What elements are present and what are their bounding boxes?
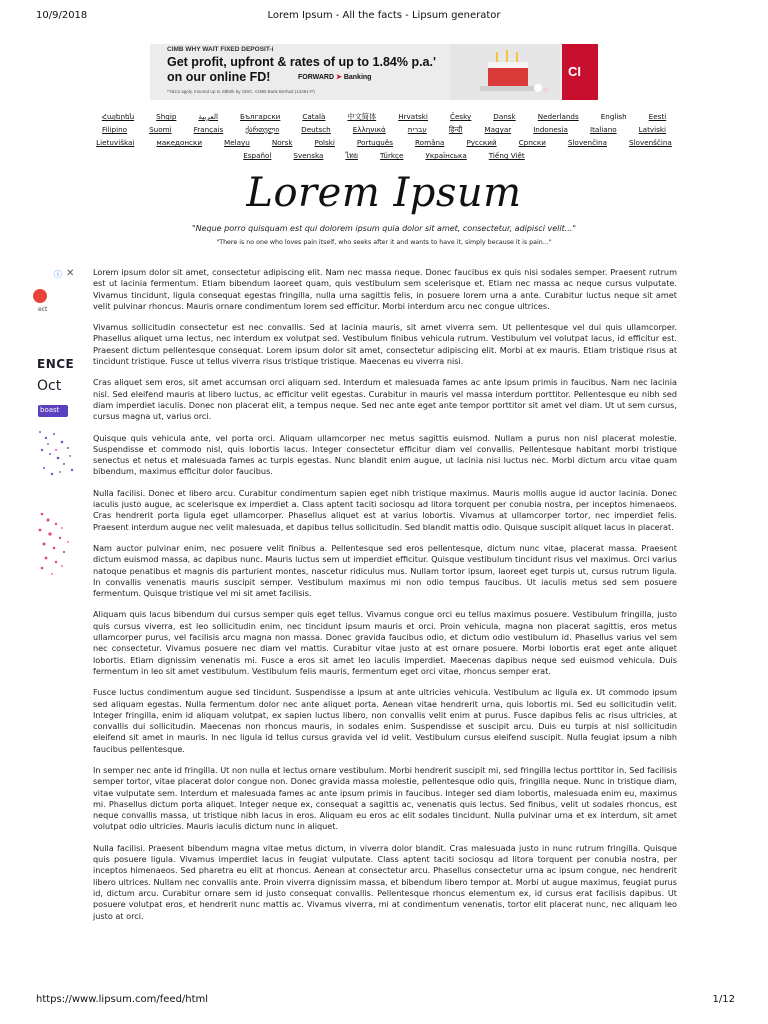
latin-quote: "Neque porro quisquam est qui dolorem ipsum quia dolor sit amet, consectetur, adipisci velit..." bbox=[191, 224, 577, 233]
language-link[interactable]: ქართული bbox=[245, 125, 280, 134]
language-link[interactable]: Ελληνικά bbox=[352, 125, 386, 134]
lorem-paragraph: Nulla facilisi. Donec et libero arcu. Curabitur condimentum sapien eget nibh tristique maximus. Mauris mollis augue id auctor lacinia. Donec iaculis justo augue, ac scelerisque ex imperdiet a. Class aptent taciti sociosqu ad litora torquent per conubia nostra, per inceptos himenaeos. Cras hendrerit porta ligula eget ullamcorper. Phasellus aliquet est at varius lobortis. Vivamus at ullamcorper tortor, nec imperdiet felis. Praesent interdum augue nec velit malesuada, et dapibus tellus sollicitudin. Sed blandit mattis odio. Quisque suscipit aliquet lacus in placerat. bbox=[93, 487, 677, 532]
language-link[interactable]: עברית bbox=[407, 125, 427, 134]
ad-fine-print: *T&Cs apply. Insured up to S$50k by SDIC. CIMB Bank Berhad (13491-P) bbox=[167, 89, 315, 94]
language-link[interactable]: Español bbox=[243, 151, 272, 160]
language-link[interactable]: हिन्दी bbox=[448, 125, 463, 134]
language-link[interactable]: Lietuviškai bbox=[96, 138, 135, 147]
ad-forward-banking bbox=[298, 73, 371, 81]
language-link[interactable]: Nederlands bbox=[537, 112, 579, 121]
language-link[interactable]: Hrvatski bbox=[398, 112, 428, 121]
lorem-paragraph: Nam auctor pulvinar enim, nec posuere velit finibus a. Pellentesque sed eros pellentesque, dictum nunc vitae, placerat massa. Praesent dictum euismod massa, ac dapibus nunc. Mauris luctus sem ut imperdiet efficitur. Quisque vestibulum tincidunt risus vel maximus. Orci varius natoque penatibus et magnis dis parturient montes, nascetur ridiculus mus. Nullam tortor ipsum, laoreet eget turpis ut, cursus rutrum ligula. In convallis venenatis mauris suscipit semper. Vestibulum maximus mi non odio tempus faucibus. Ut iaculis metus sed sem posuere fermentum. Quisque tristique vel mi sit amet facilisis. bbox=[93, 542, 677, 599]
ad-badge-label: boast bbox=[40, 406, 60, 414]
language-link[interactable]: Français bbox=[193, 125, 224, 134]
language-link[interactable]: Melayu bbox=[224, 138, 250, 147]
ad-forward-label: FORWARD bbox=[298, 74, 335, 81]
language-link[interactable]: Български bbox=[240, 112, 281, 121]
language-link[interactable]: Magyar bbox=[484, 125, 512, 134]
language-link[interactable]: Filipino bbox=[101, 125, 128, 134]
print-page-title: Lorem Ipsum - All the facts - Lipsum generator bbox=[267, 10, 501, 21]
language-link[interactable]: Українська bbox=[425, 151, 467, 160]
language-row bbox=[100, 151, 668, 164]
ad-headline: Get profit, upfront & rates of up to 1.84% p.a.' bbox=[167, 55, 436, 69]
language-link[interactable]: Shqip bbox=[156, 112, 177, 121]
language-row bbox=[96, 138, 672, 151]
language-link[interactable]: Slovenščina bbox=[628, 138, 672, 147]
side-ad[interactable] bbox=[0, 264, 80, 594]
language-link[interactable]: Româna bbox=[415, 138, 445, 147]
ad-particle-graphic-2 bbox=[34, 504, 78, 584]
lorem-paragraph: Nulla facilisi. Praesent bibendum magna vitae metus dictum, in viverra dolor blandit. Cras malesuada justo in nunc rutrum fringilla. Quisque quis posuere ligula. Vivamus imperdiet lacus in feugiat vulputate. Class aptent taciti sociosqu ad litora torquent per conubia nostra, per inceptos himenaeos. Sed pharetra eu elit at rhoncus. Aenean at consectetur arcu. Phasellus consectetur urna ac ipsum congue, nec hendrerit libero ultrices. Nullam nec convallis ante. Proin viverra dignissim massa, et bibendum libero tempor at. Morbi ut augue maximus, feugiat purus id, dictum arcu. Curabitur ornare sem id justo consequat convallis. Pellentesque rhoncus elementum ex, id cursus erat facilisis dapibus. Ut posuere volutpat eros, et hendrerit nunc mattis ac. Vivamus viverra, mi at condimentum venenatis, tortor elit placerat nunc, nec aliquam leo justo at orci. bbox=[93, 842, 677, 921]
language-link[interactable]: Հայերեն bbox=[101, 112, 135, 121]
ad-badge bbox=[38, 405, 68, 417]
ad-headline-2: on our online FD! bbox=[167, 70, 271, 84]
language-link[interactable]: Česky bbox=[449, 112, 472, 121]
language-link[interactable]: Српски bbox=[518, 138, 546, 147]
language-link[interactable]: македонски bbox=[156, 138, 203, 147]
language-link[interactable]: Pyccкий bbox=[466, 138, 497, 147]
language-link[interactable]: Indonesia bbox=[533, 125, 568, 134]
language-link[interactable]: Eesti bbox=[648, 112, 667, 121]
ad-graphic-top bbox=[30, 286, 50, 306]
banner-ad[interactable] bbox=[150, 44, 598, 100]
ad-text-ect: ect bbox=[38, 306, 48, 313]
language-link[interactable]: Italiano bbox=[589, 125, 617, 134]
language-link[interactable]: Tiếng Việt bbox=[488, 151, 525, 160]
ad-particle-graphic-1 bbox=[34, 424, 78, 484]
language-link[interactable]: Norsk bbox=[271, 138, 293, 147]
language-link: English bbox=[600, 112, 627, 121]
language-link[interactable]: Português bbox=[356, 138, 393, 147]
site-logo[interactable]: Lorem Ipsum bbox=[246, 170, 522, 216]
page-number: 1/12 bbox=[712, 994, 735, 1005]
ad-tagline: CIMB WHY WAIT FIXED DEPOSIT-i bbox=[167, 46, 274, 53]
language-link[interactable]: 中文简体 bbox=[347, 112, 377, 121]
lorem-paragraph: Cras aliquet sem eros, sit amet accumsan orci aliquam sed. Interdum et malesuada fames ac ante ipsum primis in faucibus. Nam nec lacinia nisl. Sed eleifend mauris at libero luctus, ac efficitur velit egestas. Curabitur in mauris vel massa interdum porttitor. Pellentesque eu nibh sed diam imperdiet iaculis. Donec non placerat elit, a tempus neque. Sed nec ante eget ante tempor porttitor sit amet vel diam. Ut ut sem cursus, cursus magna ut, varius orci. bbox=[93, 377, 677, 422]
print-header bbox=[0, 10, 768, 24]
language-row bbox=[100, 125, 668, 138]
language-link[interactable]: Türkçe bbox=[379, 151, 404, 160]
lorem-paragraph: In semper nec ante id fringilla. Ut non nulla et lectus ornare vestibulum. Morbi hendrerit suscipit mi, sed fringilla lectus porttitor in. Sed facilisis semper tortor, vitae placerat dolor congue non. Donec gravida massa molestie, pellentesque odio quis, fringilla neque. Nunc in tristique diam, vitae vulputate sem. Interdum et malesuada fames ac ante ipsum primis in faucibus. Integer sed diam lobortis, malesuada enim eu, maximus mi. Phasellus dictum porta aliquet. Integer neque ex, consequat a sagittis ac, venenatis quis lectus. Sed finibus, velit ut sodales rhoncus, est neque convallis massa, ut tristique nibh lacus in eros. Aliquam eu eros ac elit sodales tincidunt. Nulla pulvinar urna et ex interdum, sit amet volutpat odio ultricies. Mauris iaculis dictum nunc in aliquet. bbox=[93, 764, 677, 832]
language-link[interactable]: ไทย bbox=[345, 151, 358, 160]
arrow-icon: ➤ bbox=[336, 74, 342, 81]
lorem-paragraph: Quisque quis vehicula ante, vel porta orci. Aliquam ullamcorper nec metus sagittis euismod. Nullam a purus non nisl placerat molestie. Suspendisse et commodo nisl, quis lobortis lacus. Integer consectetur efficitur diam vel convallis. Pellentesque habitant morbi tristique senectus et netus et malesuada fames ac turpis egestas. Nunc blandit enim augue, ut lacinia nisi luctus nec. Morbi dictum arcu vitae quam bibendum, maximus efficitur dolor faucibus. bbox=[93, 432, 677, 477]
lorem-paragraph: Lorem ipsum dolor sit amet, consectetur adipiscing elit. Nam nec massa neque. Donec faucibus ex quis nisi sodales semper. Praesent rutrum est ut lacinia fermentum. Etiam bibendum laoreet quam, quis vestibulum sem scelerisque et. Etiam nec massa ac neque cursus vulputate. Vivamus tincidunt, ligula consequat egestas fringilla, nulla urna sagittis felis, in posuere lorem urna a ante. Curabitur luctus neque sit amet velit pulvinar rhoncus. Mauris ornare condimentum lorem sed efficitur. Morbi interdum arcu nec congue ultrices. bbox=[93, 267, 677, 311]
cake-image bbox=[450, 44, 560, 100]
print-url: https://www.lipsum.com/feed/html bbox=[36, 994, 209, 1005]
language-link[interactable]: Polski bbox=[314, 138, 335, 147]
ad-text-oct: Oct bbox=[37, 378, 62, 394]
language-link[interactable]: Suomi bbox=[149, 125, 172, 134]
language-row bbox=[100, 112, 668, 125]
print-date: 10/9/2018 bbox=[36, 10, 88, 21]
language-link[interactable]: العربية bbox=[198, 112, 219, 121]
language-link[interactable]: Dansk bbox=[493, 112, 516, 121]
language-link[interactable]: Slovenčina bbox=[567, 138, 607, 147]
language-link[interactable]: Català bbox=[302, 112, 326, 121]
close-icon[interactable]: ✕ bbox=[66, 268, 75, 279]
lorem-paragraph: Aliquam quis lacus bibendum dui cursus semper quis eget tellus. Vivamus congue orci eu tellus maximus posuere. Vestibulum fringilla, justo quis cursus viverra, est leo sollicitudin enim, nec tincidunt ipsum mauris et orci. Proin vehicula, magna non placerat sagittis, eros metus ullamcorper purus, vel facilisis arcu magna non massa. Donec gravida faucibus odio, et dictum odio vestibulum id. Phasellus varius vel sem nec consectetur. Vivamus posuere nec diam vel mattis. Curabitur vitae justo at est ornare posuere. Morbi lobortis erat eget ante aliquet lobortis. Etiam dignissim venenatis mi. Fusce a eros sit amet leo iaculis imperdiet. Maecenas dapibus neque sed euismod vehicula. Duis fermentum in leo sit amet vestibulum. Vestibulum felis mauris, fermentum eget orci vitae, rhoncus semper erat. bbox=[93, 609, 677, 676]
ad-brand-logo: CI bbox=[568, 64, 581, 79]
print-footer bbox=[0, 994, 768, 1008]
ad-banking-label: Banking bbox=[343, 74, 372, 81]
language-selector bbox=[96, 112, 672, 164]
lorem-paragraph: Fusce luctus condimentum augue sed tincidunt. Suspendisse a ipsum at ante ultricies vehicula. Vestibulum ac ligula ex. Ut commodo ipsum sed aliquam egestas. Nulla fermentum dolor nec ante aliquet porta. Aenean vitae hendrerit urna, quis lobortis mi. Sed eu sollicitudin velit. Integer fringilla, enim id aliquam volutpat, ex sapien luctus libero, non convallis velit enim at purus. Fusce dapibus felis ac risus ultricies, at convallis dui sollicitudin. Maecenas non rhoncus mauris, in sodales enim. Suspendisse et suscipit arcu. Duis eu turpis at nisl sollicitudin eleifend sit amet in mauris. In nec ligula id tellus cursus gravida vel id velit. Vestibulum cursus eleifend suscipit. Nulla feugiat ipsum a nibh faucibus pellentesque. bbox=[93, 687, 677, 754]
language-link[interactable]: Deutsch bbox=[301, 125, 331, 134]
ad-brand-block bbox=[562, 44, 598, 100]
adchoices-icon[interactable]: ⓘ bbox=[54, 270, 62, 279]
article-body bbox=[93, 267, 677, 932]
ad-text-ence: ENCE bbox=[37, 357, 75, 371]
language-link[interactable]: Latviski bbox=[638, 125, 667, 134]
quote-translation: "There is no one who loves pain itself, who seeks after it and wants to have it, simply because it is pain..." bbox=[216, 239, 552, 246]
lorem-paragraph: Vivamus sollicitudin consectetur est nec convallis. Sed at lacinia mauris, sit amet viverra sem. Ut pellentesque vel dui quis ullamcorper. Phasellus aliquet urna lectus, nec interdum ex volutpat sed. Vestibulum finibus vehicula rutrum. Vestibulum vel volutpat lacus, id efficitur est. Praesent dictum pellentesque consequat. Lorem ipsum dolor sit amet, consectetur adipiscing elit. Morbi at ex mauris. Etiam tristique risus at tincidunt tristique. Fusce ut tellus viverra risus tristique tristique. Maecenas eu viverra nisi. bbox=[93, 322, 677, 367]
language-link[interactable]: Svenska bbox=[293, 151, 324, 160]
